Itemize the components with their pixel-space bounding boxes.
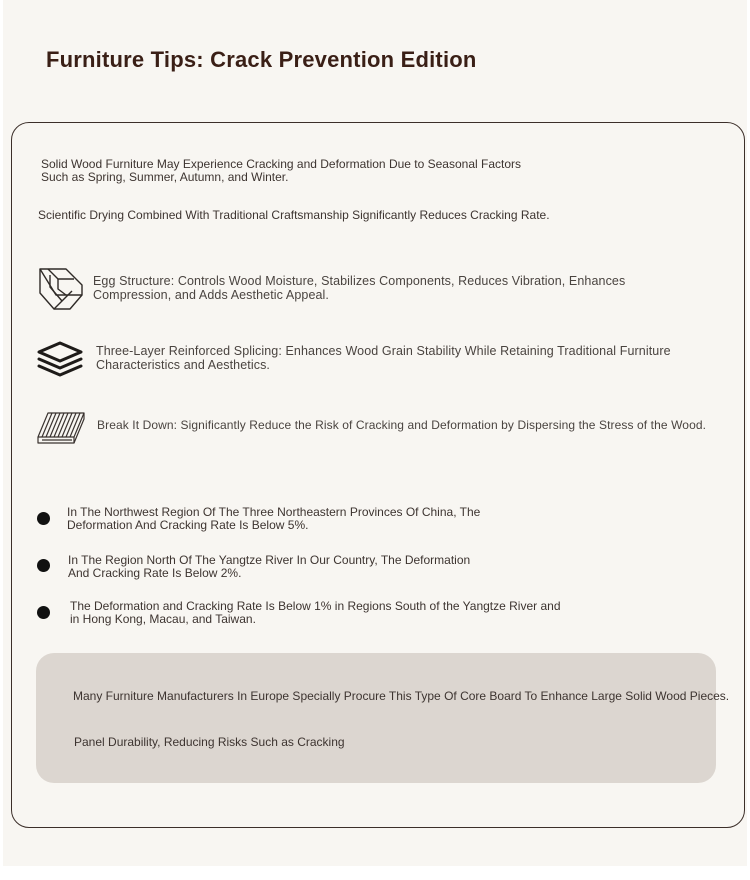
bullet-icon bbox=[37, 606, 50, 619]
note-line-1: Many Furniture Manufacturers In Europe Specially Procure This Type Of Core Board To Enhance Large Solid Wood Pieces. bbox=[73, 689, 730, 703]
rate-north-line-2: And Cracking Rate Is Below 2%. bbox=[68, 566, 242, 580]
bullet-icon bbox=[37, 559, 50, 572]
page-title: Furniture Tips: Crack Prevention Edition bbox=[46, 47, 477, 72]
bullet-icon bbox=[37, 512, 50, 525]
feature-layers-line-2: Characteristics and Aesthetics. bbox=[96, 358, 271, 372]
note-line-2: Panel Durability, Reducing Risks Such as Cracking bbox=[74, 735, 345, 749]
intro-line-2: Such as Spring, Summer, Autumn, and Winter. bbox=[41, 170, 289, 184]
intro-line-1: Solid Wood Furniture May Experience Cracking and Deformation Due to Seasonal Factors bbox=[41, 157, 522, 171]
feature-egg-line-1: Egg Structure: Controls Wood Moisture, Stabilizes Components, Reduces Vibration, Enhances bbox=[93, 274, 626, 288]
rate-northwest-line-2: Deformation And Cracking Rate Is Below 5%. bbox=[67, 518, 309, 532]
feature-egg-line-2: Compression, and Adds Aesthetic Appeal. bbox=[93, 288, 329, 302]
note-box bbox=[36, 653, 716, 783]
layers-icon bbox=[35, 340, 85, 383]
wood-board-icon bbox=[34, 410, 86, 451]
egg-structure-icon bbox=[36, 265, 86, 318]
rate-south-line-2: in Hong Kong, Macau, and Taiwan. bbox=[70, 612, 256, 626]
feature-layers-line-1: Three-Layer Reinforced Splicing: Enhances Wood Grain Stability While Retaining Traditional Furniture bbox=[96, 344, 671, 358]
feature-breakdown-line: Break It Down: Significantly Reduce the Risk of Cracking and Deformation by Dispersing the Stress of the Wood. bbox=[97, 418, 707, 432]
rate-south-line-1: The Deformation and Cracking Rate Is Below 1% in Regions South of the Yangtze River and bbox=[70, 599, 561, 613]
intro-line-3: Scientific Drying Combined With Traditional Craftsmanship Significantly Reduces Cracking Rate. bbox=[38, 208, 550, 222]
rate-northwest-line-1: In The Northwest Region Of The Three Northeastern Provinces Of China, The bbox=[67, 505, 481, 519]
rate-north-line-1: In The Region North Of The Yangtze River In Our Country, The Deformation bbox=[68, 553, 471, 567]
